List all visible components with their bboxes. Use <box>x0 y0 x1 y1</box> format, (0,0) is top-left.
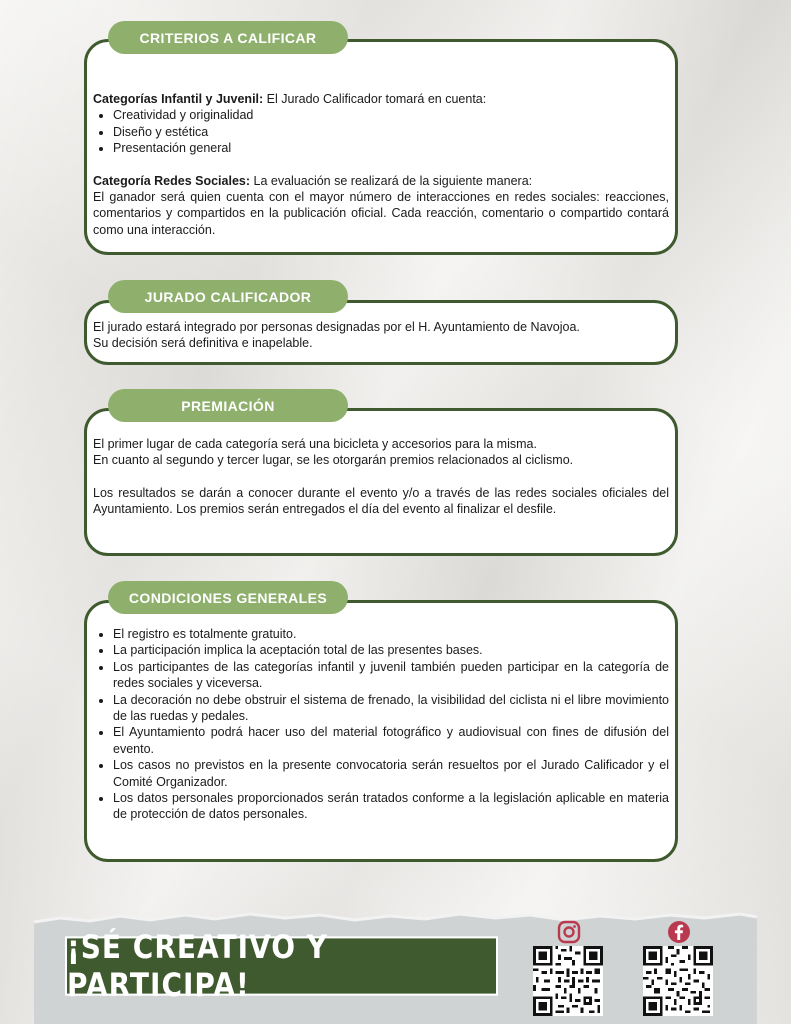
condicion-item: • Los casos no previstos en la presente convocatoria serán resueltos por el Jurado Calificador y el Comité Organizador. <box>113 757 669 790</box>
premiacion-title: PREMIACIÓN <box>108 389 348 422</box>
jurado-line1: El jurado estará integrado por personas designadas por el H. Ayuntamiento de Navojoa. <box>93 320 580 334</box>
condicion-item: • Los datos personales proporcionados serán tratados conforme a la legislación aplicable en materia de protección de datos personales. <box>113 790 669 823</box>
instagram-icon[interactable] <box>557 920 581 944</box>
criterio-item: • Presentación general <box>113 140 669 156</box>
criterio-item: • Diseño y estética <box>113 124 669 140</box>
condicion-item: • Los participantes de las categorías infantil y juvenil también pueden participar en la categoría de redes sociales y viceversa. <box>113 659 669 692</box>
facebook-qr-code <box>643 946 713 1016</box>
infantil-paragraph <box>93 91 669 107</box>
redes-text: La evaluación se realizará de la siguiente manera: <box>250 173 533 188</box>
condicion-item: • El registro es totalmente gratuito. <box>113 626 669 642</box>
jurado-line2: Su decisión será definitiva e inapelable. <box>93 336 313 351</box>
condiciones-title: CONDICIONES GENERALES <box>108 581 348 614</box>
infantil-heading: Categorías Infantil y Juvenil: <box>93 92 264 106</box>
premiacion-box <box>84 408 678 556</box>
premiacion-line3: Los resultados se darán a conocer durante el evento y/o a través de las redes sociales oficiales del Ayuntamiento. Los premios serán entregados el día del evento al finalizar el desfile. <box>93 485 669 517</box>
condiciones-list <box>93 626 669 823</box>
infantil-text: El Jurado Calificador tomará en cuenta: <box>263 92 487 106</box>
premiacion-line1: El primer lugar de cada categoría será una bicicleta y accesorios para la misma. <box>93 437 537 451</box>
participa-banner: ¡SÉ CREATIVO Y PARTICIPA! <box>65 936 498 996</box>
condicion-item: • La decoración no debe obstruir el sistema de frenado, la visibilidad del ciclista ni el libre movimiento de las ruedas y pedales. <box>113 692 669 725</box>
premiacion-line2: En cuanto al segundo y tercer lugar, se les otorgarán premios relacionados al ciclismo. <box>93 453 574 468</box>
criterios-box <box>84 39 678 255</box>
condiciones-box <box>84 600 678 862</box>
instagram-qr-code <box>533 946 603 1016</box>
jurado-title: JURADO CALIFICADOR <box>108 280 348 313</box>
criterio-item: • Creatividad y originalidad <box>113 107 669 123</box>
condicion-item: • La participación implica la aceptación total de las presentes bases. <box>113 642 669 658</box>
condicion-item: • El Ayuntamiento podrá hacer uso del material fotográfico y audiovisual con fines de difusión del evento. <box>113 724 669 757</box>
criterios-list <box>93 107 669 156</box>
facebook-icon[interactable] <box>667 920 691 944</box>
redes-paragraph <box>93 173 669 189</box>
redes-body: El ganador será quien cuenta con el mayor número de interacciones en redes sociales: reacciones, comentarios y compartidos en la publicación oficial. Cada reacción, comentario o compartido contará como una interacción. <box>93 190 669 237</box>
redes-heading: Categoría Redes Sociales: <box>93 173 251 188</box>
criterios-title: CRITERIOS A CALIFICAR <box>108 21 348 54</box>
